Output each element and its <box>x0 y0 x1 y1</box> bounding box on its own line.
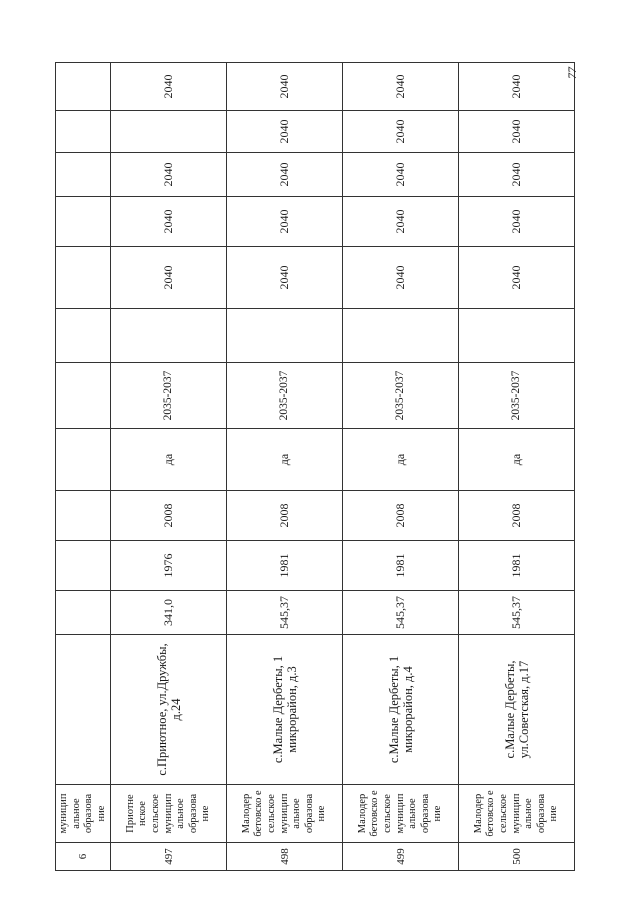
year-cell: 2040 <box>111 63 227 111</box>
period-cell: 2035-2037 <box>459 363 575 429</box>
row-index: 497 <box>111 843 227 871</box>
table-body <box>56 63 575 871</box>
address-cell: с.Приютное, ул.Дружбы, д.24 <box>111 635 227 785</box>
year-cell <box>111 111 227 153</box>
empty-cell <box>56 111 111 153</box>
year-cell: 2040 <box>343 63 459 111</box>
empty-cell <box>111 309 227 363</box>
year-cell: 2040 <box>343 247 459 309</box>
year-cell: 2040 <box>227 63 343 111</box>
flag-cell: да <box>227 429 343 491</box>
year-cell: 2040 <box>459 153 575 197</box>
row-index: 6 <box>56 843 111 871</box>
table-row <box>111 63 227 871</box>
row-index: 499 <box>343 843 459 871</box>
municipality-cell: Малодер бетовско е сельское муницип альное образова ние <box>227 785 343 843</box>
empty-cell <box>56 247 111 309</box>
table-row <box>227 63 343 871</box>
year-built-cell: 1981 <box>459 541 575 591</box>
area-cell: 545,37 <box>459 591 575 635</box>
row-index: 498 <box>227 843 343 871</box>
empty-cell <box>56 429 111 491</box>
year-cell: 2040 <box>111 153 227 197</box>
year-cell: 2040 <box>227 153 343 197</box>
empty-cell <box>56 309 111 363</box>
year-cell: 2008 <box>227 491 343 541</box>
table-row <box>343 63 459 871</box>
page-number: 77 <box>565 67 579 79</box>
empty-cell <box>343 309 459 363</box>
year-cell: 2040 <box>459 111 575 153</box>
empty-cell <box>56 153 111 197</box>
empty-cell <box>56 491 111 541</box>
address-cell: с.Малые Дербеты, 1 микрорайон, д.3 <box>227 635 343 785</box>
empty-cell <box>56 635 111 785</box>
flag-cell: да <box>111 429 227 491</box>
year-cell: 2040 <box>459 63 575 111</box>
municipality-cell: Малодер бетовско е сельское муницип альное образова ние <box>459 785 575 843</box>
address-cell: с.Малые Дербеты, ул.Советская, д.17 <box>459 635 575 785</box>
year-cell: 2040 <box>343 111 459 153</box>
year-cell: 2040 <box>111 197 227 247</box>
period-cell: 2035-2037 <box>111 363 227 429</box>
row-index: 500 <box>459 843 575 871</box>
area-cell: 545,37 <box>343 591 459 635</box>
housing-table <box>55 62 575 871</box>
year-cell: 2040 <box>227 197 343 247</box>
year-built-cell: 1976 <box>111 541 227 591</box>
municipality-cell: Малодер бетовско е сельское муницип альное образова ние <box>343 785 459 843</box>
flag-cell: да <box>343 429 459 491</box>
table-row <box>459 63 575 871</box>
empty-cell <box>56 63 111 111</box>
year-cell: 2008 <box>459 491 575 541</box>
empty-cell <box>227 309 343 363</box>
empty-cell <box>56 591 111 635</box>
year-cell: 2040 <box>111 247 227 309</box>
year-cell: 2040 <box>343 153 459 197</box>
period-cell: 2035-2037 <box>343 363 459 429</box>
table-row <box>56 63 111 871</box>
address-cell: с.Малые Дербеты, 1 микрорайон, д.4 <box>343 635 459 785</box>
area-cell: 341,0 <box>111 591 227 635</box>
year-cell: 2008 <box>111 491 227 541</box>
area-cell: 545,37 <box>227 591 343 635</box>
year-cell: 2040 <box>459 247 575 309</box>
year-built-cell: 1981 <box>343 541 459 591</box>
empty-cell <box>56 541 111 591</box>
year-cell: 2040 <box>343 197 459 247</box>
flag-cell: да <box>459 429 575 491</box>
period-cell: 2035-2037 <box>227 363 343 429</box>
empty-cell <box>56 363 111 429</box>
empty-cell <box>56 197 111 247</box>
year-cell: 2040 <box>227 247 343 309</box>
municipality-cell: муницип альное образова ние <box>56 785 111 843</box>
municipality-cell: Приотне нское сельское муницип альное образова ние <box>111 785 227 843</box>
year-built-cell: 1981 <box>227 541 343 591</box>
year-cell: 2040 <box>227 111 343 153</box>
empty-cell <box>459 309 575 363</box>
year-cell: 2040 <box>459 197 575 247</box>
year-cell: 2008 <box>343 491 459 541</box>
